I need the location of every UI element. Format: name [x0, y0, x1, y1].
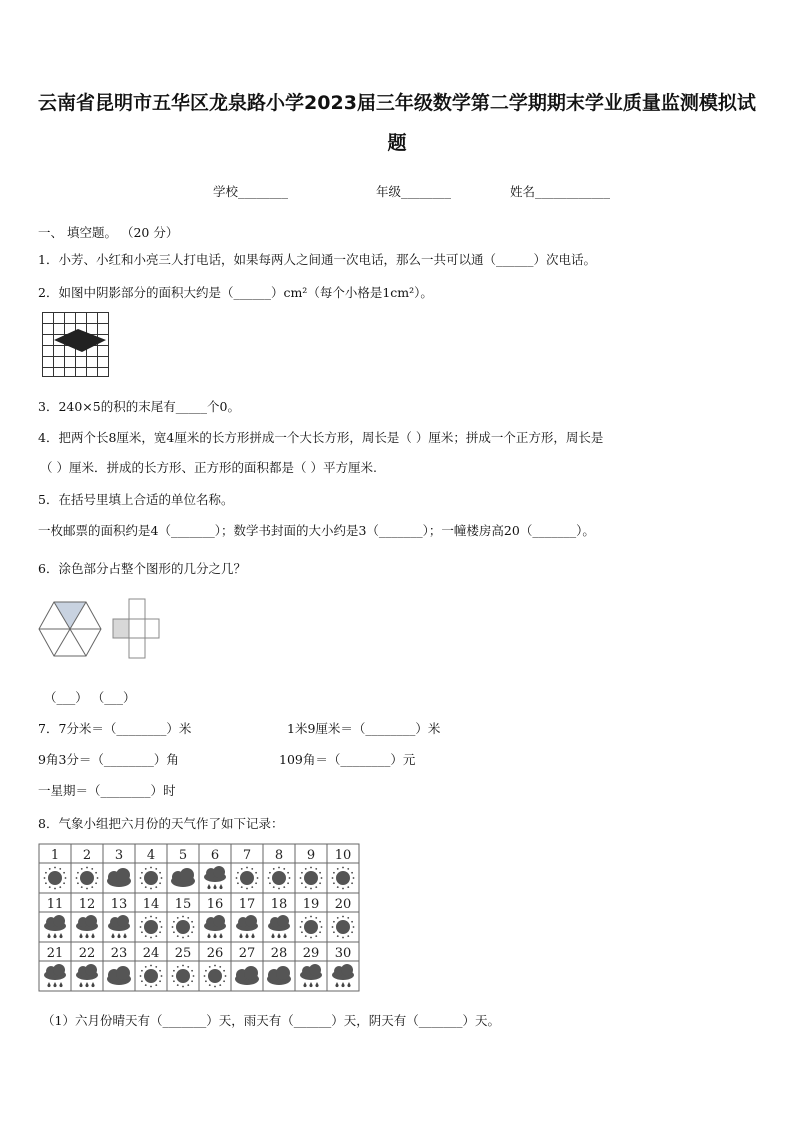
day-number: 18: [270, 897, 288, 912]
question-3: 3．240×5的积的末尾有_____个0。: [38, 399, 240, 414]
question-4b: （ ）厘米．拼成的长方形、正方形的面积都是（ ）平方厘米.: [40, 460, 377, 475]
day-number: 9: [306, 848, 316, 863]
question-7b-left: 9角3分＝（________）角: [38, 752, 179, 767]
page-title-line1: 云南省昆明市五华区龙泉路小学2023届三年级数学第二学期期末学业质量监测模拟试: [38, 92, 756, 114]
day-number: 29: [302, 946, 320, 961]
day-number: 8: [274, 848, 284, 863]
question-7b-right: 109角＝（________）元: [279, 752, 416, 767]
question-7a-right: 1米9厘米＝（________）米: [287, 721, 441, 736]
day-number: 23: [110, 946, 128, 961]
day-number: 5: [178, 848, 188, 863]
day-number: 30: [334, 946, 352, 961]
day-number: 2: [82, 848, 92, 863]
day-number: 20: [334, 897, 352, 912]
cross-figure: [112, 598, 160, 660]
question-6: 6．涂色部分占整个图形的几分之几？: [38, 561, 246, 576]
day-number: 28: [270, 946, 288, 961]
section-heading: 一、 填空题。 （20 分）: [38, 225, 179, 240]
day-number: 6: [210, 848, 220, 863]
day-number: 10: [334, 848, 352, 863]
question-2: 2．如图中阴影部分的面积大约是（______）cm²（每个小格是1cm²）。: [38, 285, 433, 300]
question-5-blanks: 一枚邮票的面积约是4（_______）；数学书封面的大小约是3（_______）；一幢楼房高20（_______）。: [38, 523, 595, 538]
day-number: 7: [242, 848, 252, 863]
day-number: 1: [50, 848, 60, 863]
name-field: 姓名____________: [510, 184, 611, 199]
hexagon-figure: [38, 600, 102, 658]
school-field: 学校________: [213, 184, 289, 199]
weather-table: [38, 843, 360, 993]
question-4a: 4．把两个长8厘米，宽4厘米的长方形拼成一个大长方形，周长是（ ）厘米；拼成一个正方形，周长是: [38, 430, 604, 445]
day-number: 21: [46, 946, 64, 961]
day-number: 27: [238, 946, 256, 961]
question-7a-left: 7．7分米＝（________）米: [38, 721, 192, 736]
day-number: 11: [46, 897, 64, 912]
day-number: 15: [174, 897, 192, 912]
question-5: 5．在括号里填上合适的单位名称。: [38, 492, 234, 507]
day-number: 24: [142, 946, 160, 961]
question-8-1: （1）六月份晴天有（_______）天，雨天有（______）天，阴天有（_______）天。: [42, 1013, 500, 1028]
day-number: 25: [174, 946, 192, 961]
question-6-answers: （___） （___）: [44, 690, 136, 705]
question-8: 8．气象小组把六月份的天气作了如下记录：: [38, 816, 284, 831]
question-1: 1．小芳、小红和小亮三人打电话，如果每两人之间通一次电话，那么一共可以通（______）次电话。: [38, 252, 596, 267]
day-number: 22: [78, 946, 96, 961]
day-number: 4: [146, 848, 156, 863]
question-7c: 一星期＝（________）时: [38, 783, 176, 798]
day-number: 13: [110, 897, 128, 912]
day-number: 14: [142, 897, 160, 912]
day-number: 16: [206, 897, 224, 912]
day-number: 3: [114, 848, 124, 863]
day-number: 26: [206, 946, 224, 961]
grade-field: 年级________: [376, 184, 452, 199]
day-number: 17: [238, 897, 256, 912]
day-number: 19: [302, 897, 320, 912]
day-number: 12: [78, 897, 96, 912]
grid-figure: [42, 312, 110, 378]
page-title-line2: 题: [387, 132, 407, 154]
